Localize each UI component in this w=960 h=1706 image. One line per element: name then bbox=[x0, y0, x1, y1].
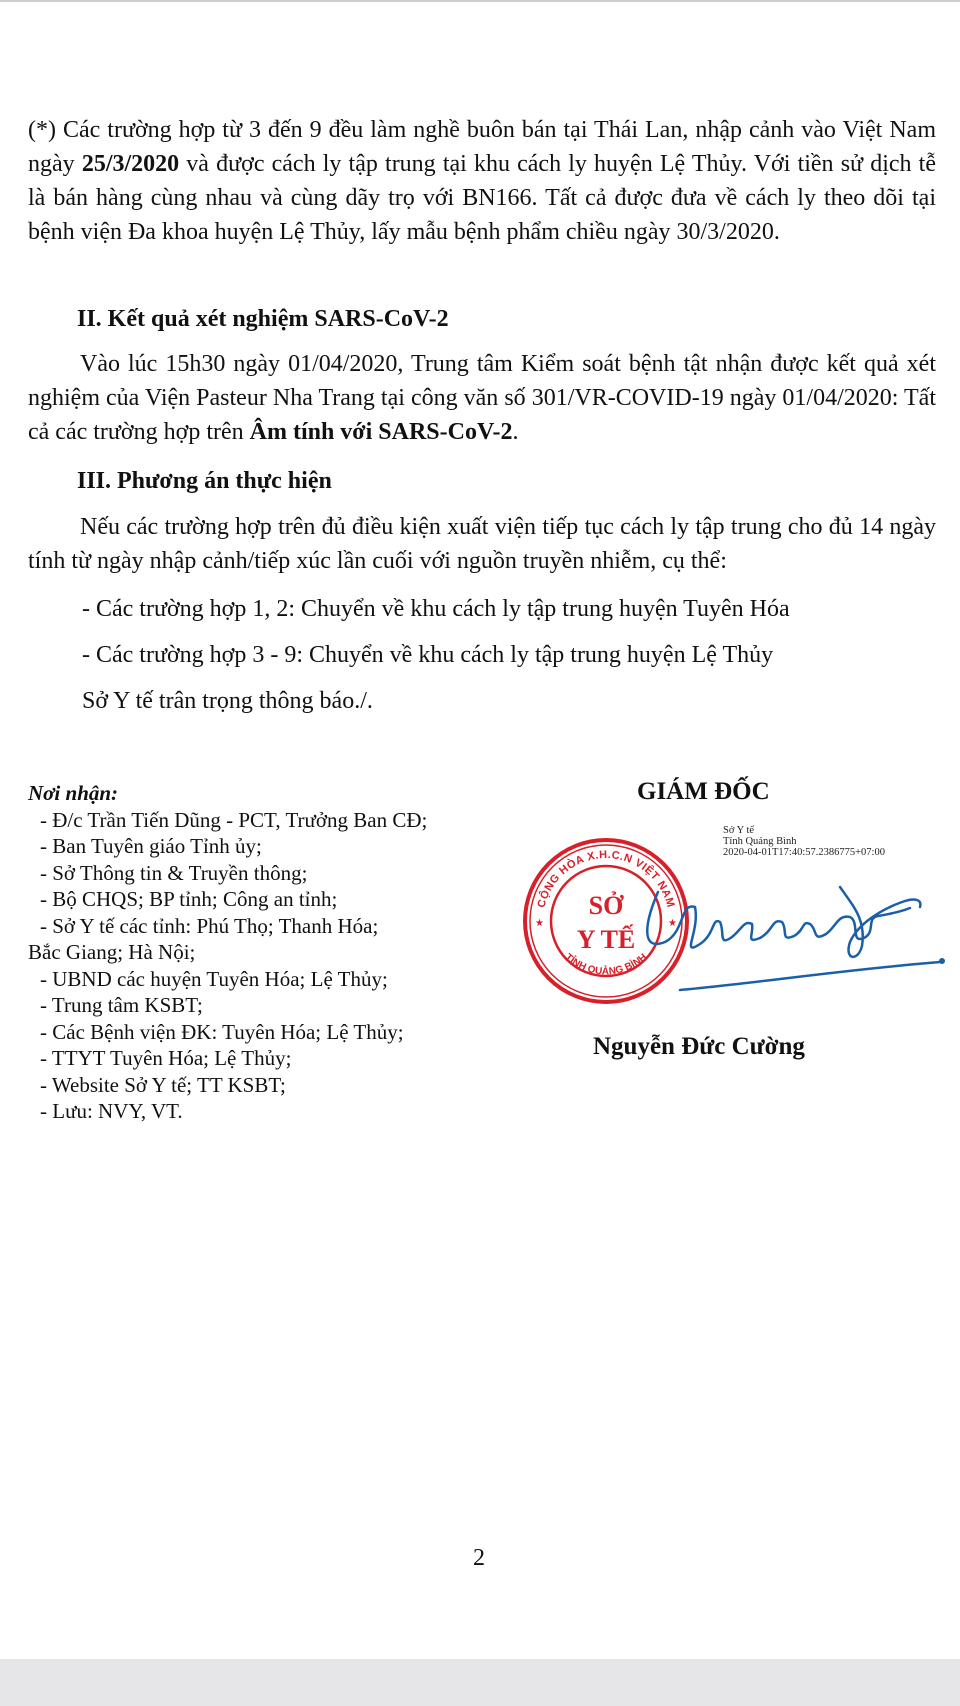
paragraph-text: Vào lúc 15h30 ngày 01/04/2020, Trung tâm Kiểm soát bệnh tật nhận được kết quả xét nghiệm của Viện Pasteur Nha Trang tại công văn số 301/VR-COVID-19 ngày 01/04/2020: Tất cả các trường hợp trên bbox=[28, 351, 936, 445]
director-title: GIÁM ĐỐC bbox=[637, 778, 770, 805]
page-number: 2 bbox=[473, 1545, 485, 1571]
svg-text:TỈNH QUẢNG BÌNH bbox=[563, 952, 650, 978]
handwritten-signature bbox=[640, 872, 950, 1002]
list-item: - Đ/c Trần Tiến Dũng - PCT, Trưởng Ban CĐ; bbox=[40, 807, 428, 832]
seal-star-right: ★ bbox=[668, 918, 677, 929]
entry-date: 25/3/2020 bbox=[81, 151, 180, 177]
paragraph-plan: Nếu các trường hợp trên đủ điều kiện xuất viện tiếp tục cách ly tập trung cho đủ 14 ngày tính từ ngày nhập cảnh/tiếp xúc lần cuối với nguồn truyền nhiễm, cụ thể: bbox=[28, 514, 936, 574]
list-item: - Lưu: NVY, VT. bbox=[40, 1099, 183, 1123]
seal-ring-text: CỘNG HÒA X.H.C.N VIỆT NAM bbox=[535, 848, 677, 910]
list-item: - Ban Tuyên giáo Tỉnh ủy; bbox=[40, 834, 262, 858]
recipients-title: Nơi nhận: bbox=[28, 781, 119, 805]
paragraph-text: (*) Các trường hợp từ 3 đến 9 đều làm nghề buôn bán tại Thái Lan, nhập cảnh vào Việt Nam ngày bbox=[28, 117, 936, 177]
plan-item-1: - Các trường hợp 1, 2: Chuyển về khu cách ly tập trung huyện Tuyên Hóa bbox=[82, 596, 790, 622]
list-item: - UBND các huyện Tuyên Hóa; Lệ Thủy; bbox=[40, 966, 388, 991]
list-item: - Trung tâm KSBT; bbox=[40, 993, 203, 1017]
viewer-bottom-bar bbox=[0, 1659, 960, 1706]
seal-center-line1: SỞ bbox=[588, 891, 624, 920]
paragraph-text: và được cách ly tập trung tại khu cách ly huyện Lệ Thủy. Với tiền sử dịch tễ là bán hàng cùng nhau và cùng dãy trọ với BN166. Tất cả được đưa về cách ly theo dõi tại bệnh viện Đa khoa huyện Lệ Thủy, lấy mẫu bệnh phẩm chiều ngày 30/3/2020. bbox=[28, 151, 936, 245]
plan-item-2: - Các trường hợp 3 - 9: Chuyển về khu cách ly tập trung huyện Lệ Thủy bbox=[82, 642, 774, 668]
section-heading-plan: III. Phương án thực hiện bbox=[77, 468, 332, 494]
paragraph-cases-3-9 bbox=[28, 113, 936, 249]
recipients-block bbox=[28, 780, 427, 1125]
section-heading-results: II. Kết quả xét nghiệm SARS-CoV-2 bbox=[77, 306, 449, 332]
digital-signer-province: Tỉnh Quảng Bình bbox=[723, 836, 797, 847]
paragraph-results bbox=[28, 347, 936, 449]
seal-center-line2: Y TẾ bbox=[576, 925, 636, 954]
digital-signer-org: Sở Y tế bbox=[723, 825, 755, 836]
list-item: - Bộ CHQS; BP tỉnh; Công an tỉnh; bbox=[40, 887, 338, 911]
list-item: - Các Bệnh viện ĐK: Tuyên Hóa; Lệ Thủy; bbox=[40, 1019, 404, 1044]
recipients-list bbox=[28, 807, 427, 1125]
test-result: Âm tính với SARS-CoV-2 bbox=[249, 419, 513, 445]
signer-name: Nguyễn Đức Cường bbox=[593, 1033, 805, 1060]
closing-line: Sở Y tế trân trọng thông báo./. bbox=[82, 688, 373, 714]
paragraph-end: . bbox=[512, 419, 519, 445]
list-item: - Sở Y tế các tỉnh: Phú Thọ; Thanh Hóa; bbox=[40, 913, 379, 938]
seal-star-left: ★ bbox=[535, 918, 544, 929]
list-item: - TTYT Tuyên Hóa; Lệ Thủy; bbox=[40, 1046, 292, 1070]
digital-signature-meta bbox=[723, 825, 885, 858]
digital-signature-timestamp: 2020-04-01T17:40:57.2386775+07:00 bbox=[723, 847, 885, 858]
seal-bottom-text: TỈNH QUẢNG BÌNH bbox=[562, 951, 650, 978]
list-item: Bắc Giang; Hà Nội; bbox=[28, 940, 196, 964]
list-item: - Sở Thông tin & Truyền thông; bbox=[40, 860, 308, 885]
list-item: - Website Sở Y tế; TT KSBT; bbox=[40, 1072, 286, 1097]
